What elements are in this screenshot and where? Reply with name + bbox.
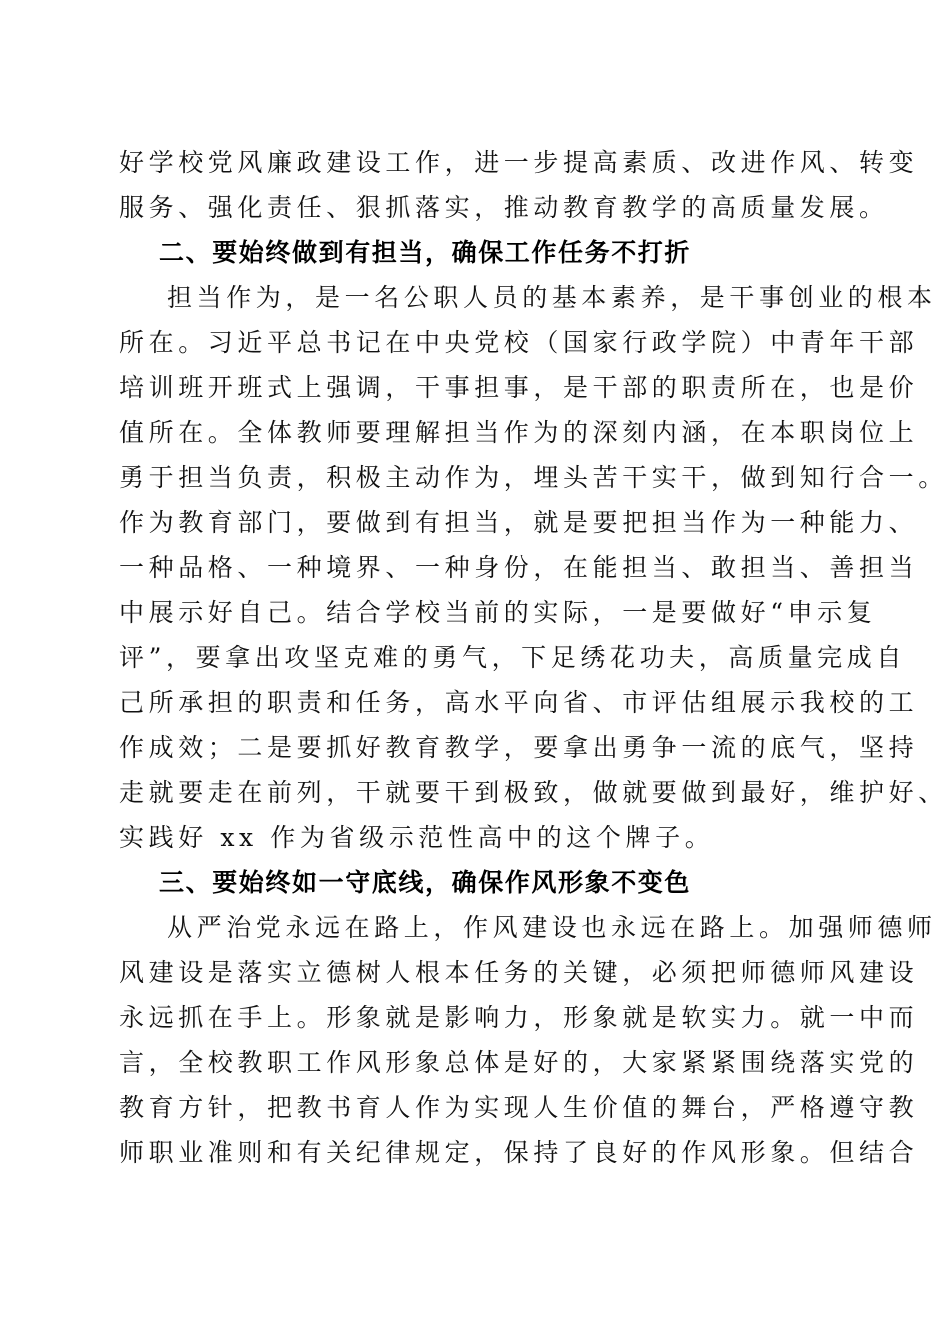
body-line: 作成效；二是要抓好教育教学，要拿出勇争一流的底气，坚持 [119,733,919,762]
body-line: 服务、强化责任、狠抓落实，推动教育教学的高质量发展。 [119,193,889,222]
body-line: 培训班开班式上强调，干事担事，是干部的职责所在，也是价 [119,373,919,402]
body-line: 师职业准则和有关纪律规定，保持了良好的作风形象。但结合 [119,1138,919,1167]
section-heading-2: 二、要始终做到有担当，确保工作任务不打折 [159,238,692,267]
body-line: 作为教育部门，要做到有担当，就是要把担当作为一种能力、 [119,508,919,537]
body-line: 所在。习近平总书记在中央党校（国家行政学院）中青年干部 [119,328,919,357]
body-line: 言，全校教职工作风形象总体是好的，大家紧紧围绕落实党的 [119,1048,919,1077]
body-line: 永远抓在手上。形象就是影响力，形象就是软实力。就一中而 [119,1003,919,1032]
body-line: 评”，要拿出攻坚克难的勇气，下足绣花功夫，高质量完成自 [119,643,906,672]
body-line: 好学校党风廉政建设工作，进一步提高素质、改进作风、转变 [119,148,919,177]
section-heading-3: 三、要始终如一守底线，确保作风形象不变色 [159,868,692,897]
paragraph-start-line: 从严治党永远在路上，作风建设也永远在路上。加强师德师 [167,913,937,942]
body-line: 值所在。全体教师要理解担当作为的深刻内涵，在本职岗位上 [119,418,919,447]
body-line: 实践好 xx 作为省级示范性高中的这个牌子。 [119,823,715,852]
body-line: 勇于担当负责，积极主动作为，埋头苦干实干，做到知行合一。 [119,463,948,492]
body-line: 中展示好自己。结合学校当前的实际，一是要做好“申示复 [119,598,877,627]
body-line: 教育方针，把教书育人作为实现人生价值的舞台，严格遵守教 [119,1093,919,1122]
paragraph-start-line: 担当作为，是一名公职人员的基本素养，是干事创业的根本 [167,283,937,312]
body-line: 己所承担的职责和任务，高水平向省、市评估组展示我校的工 [119,688,919,717]
body-line: 风建设是落实立德树人根本任务的关键，必须把师德师风建设 [119,958,919,987]
body-line: 一种品格、一种境界、一种身份，在能担当、敢担当、善担当 [119,553,919,582]
body-line: 走就要走在前列，干就要干到极致，做就要做到最好，维护好、 [119,778,948,807]
document-body [119,140,948,1175]
